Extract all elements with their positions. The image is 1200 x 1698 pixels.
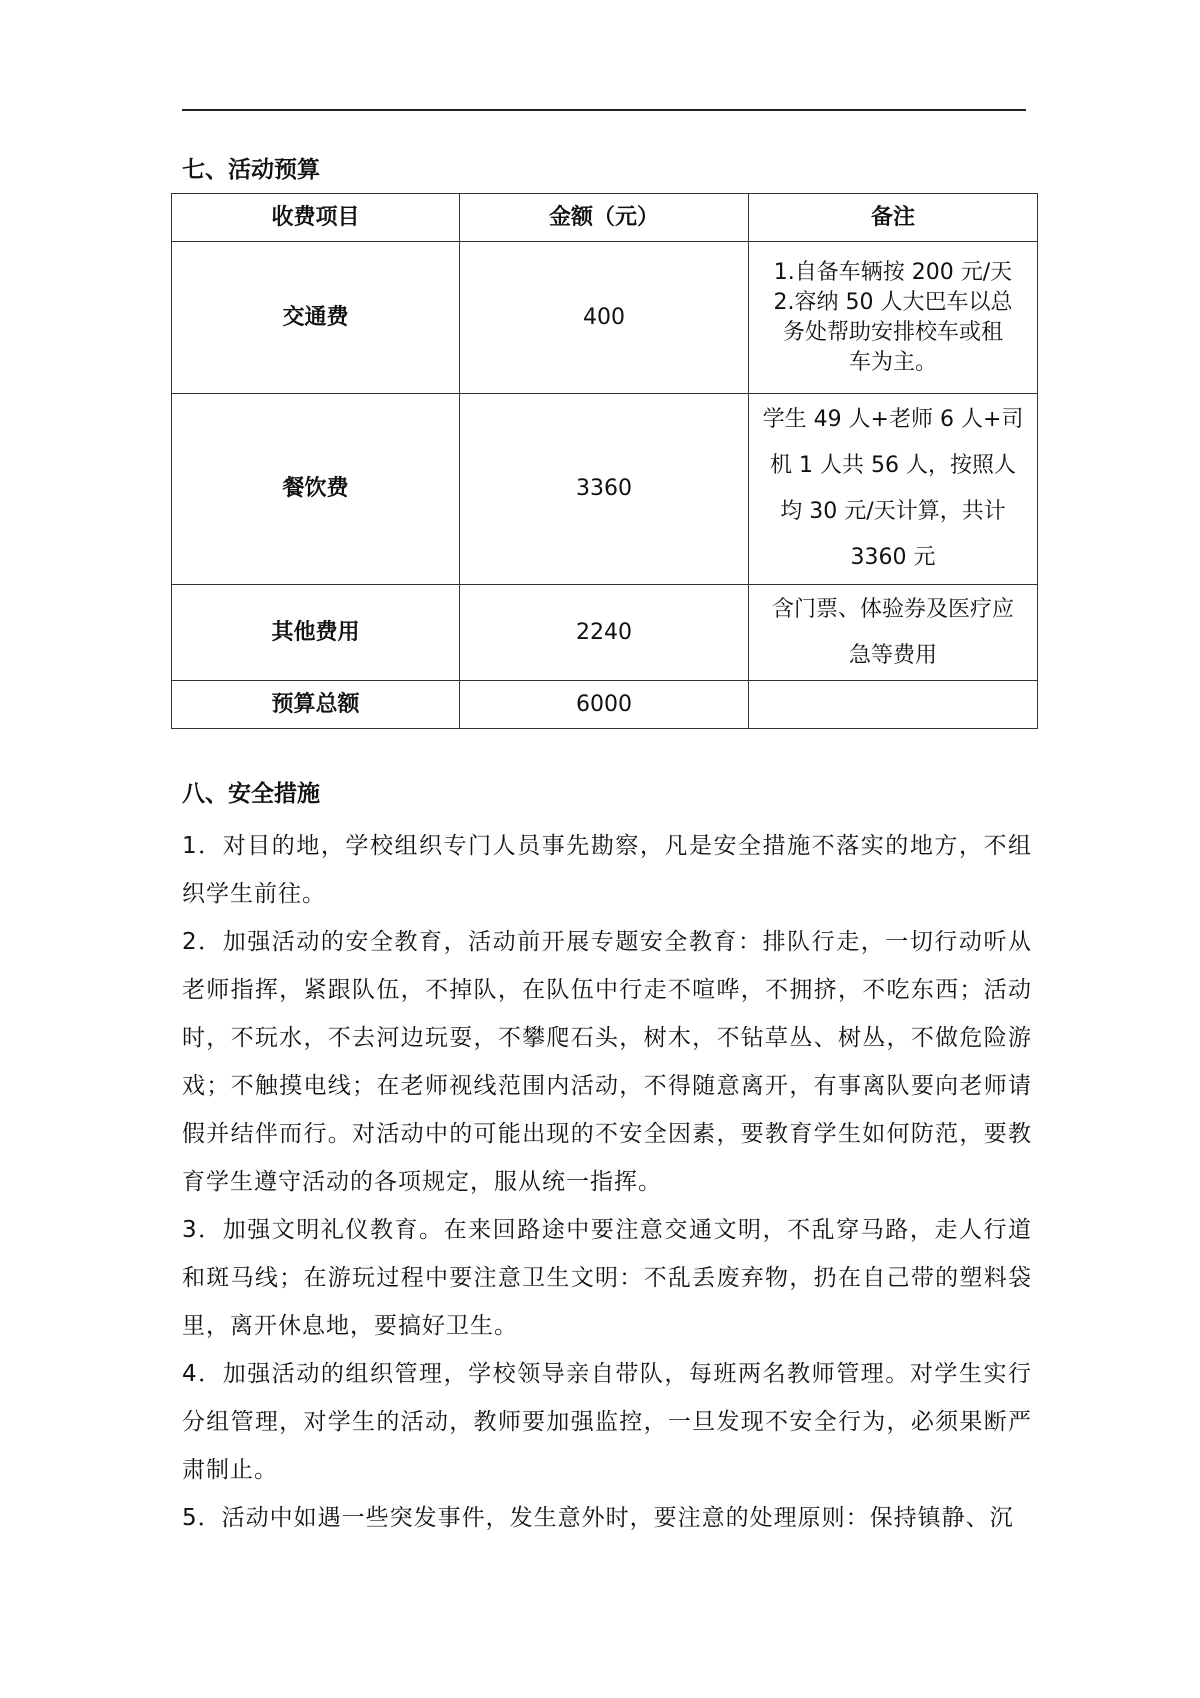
budget-section-heading: 七、活动预算 xyxy=(182,157,320,183)
safety-section-heading: 八、安全措施 xyxy=(182,781,320,807)
header-rule xyxy=(182,109,1026,111)
cell-note xyxy=(749,394,1038,585)
cell-item: 餐饮费 xyxy=(172,394,460,585)
cell-note xyxy=(749,585,1038,681)
note-line: 3360 元 xyxy=(850,545,936,570)
note-line: 2.容纳 50 人大巴车以总 xyxy=(773,289,1013,315)
column-header-note: 备注 xyxy=(749,194,1038,242)
table-row xyxy=(172,242,1038,394)
note-line: 务处帮助安排校车或租 xyxy=(782,319,1003,345)
cell-item: 交通费 xyxy=(172,242,460,394)
note-line: 含门票、体验券及医疗应 xyxy=(771,596,1014,622)
safety-measure-item: 4．加强活动的组织管理，学校领导亲自带队，每班两名教师管理。对学生实行分组管理，对学生的活动，教师要加强监控，一旦发现不安全行为，必须果断严肃制止。 xyxy=(182,1361,1032,1483)
note-line: 均 30 元/天计算，共计 xyxy=(780,499,1006,524)
cell-amount: 3360 xyxy=(460,394,749,585)
cell-amount: 2240 xyxy=(460,585,749,681)
cell-item: 其他费用 xyxy=(172,585,460,681)
safety-measures-list xyxy=(182,822,1032,1542)
table-row xyxy=(172,585,1038,681)
note-line: 机 1 人共 56 人，按照人 xyxy=(770,453,1016,478)
safety-measure-item: 3．加强文明礼仪教育。在来回路途中要注意交通文明，不乱穿马路，走人行道和斑马线；在游玩过程中要注意卫生文明：不乱丢废弃物，扔在自己带的塑料袋里，离开休息地，要搞好卫生。 xyxy=(182,1217,1032,1339)
table-row xyxy=(172,394,1038,585)
cell-note xyxy=(749,242,1038,394)
note-line: 车为主。 xyxy=(848,349,937,375)
note-line: 1.自备车辆按 200 元/天 xyxy=(773,259,1013,285)
safety-measure-item: 2．加强活动的安全教育，活动前开展专题安全教育：排队行走，一切行动听从老师指挥，紧跟队伍，不掉队，在队伍中行走不喧哗，不拥挤，不吃东西；活动时，不玩水，不去河边玩耍，不攀爬石头，树木，不钻草丛、树丛，不做危险游戏；不触摸电线；在老师视线范围内活动，不得随意离开，有事离队要向老师请假并结伴而行。对活动中的可能出现的不安全因素，要教育学生如何防范，要教育学生遵守活动的各项规定，服从统一指挥。 xyxy=(182,929,1032,1195)
budget-table xyxy=(171,193,1038,729)
cell-note xyxy=(749,681,1038,729)
note-line: 学生 49 人+老师 6 人+司 xyxy=(762,407,1024,432)
cell-amount: 6000 xyxy=(460,681,749,729)
note-line: 急等费用 xyxy=(848,642,937,668)
cell-amount: 400 xyxy=(460,242,749,394)
safety-measure-item: 1．对目的地，学校组织专门人员事先勘察，凡是安全措施不落实的地方，不组织学生前往。 xyxy=(182,833,1032,907)
cell-item: 预算总额 xyxy=(172,681,460,729)
column-header-amount: 金额（元） xyxy=(460,194,749,242)
table-row-total xyxy=(172,681,1038,729)
budget-table-header-row xyxy=(172,194,1038,242)
safety-measure-item: 5．活动中如遇一些突发事件，发生意外时，要注意的处理原则：保持镇静、沉 xyxy=(182,1505,1014,1531)
column-header-item: 收费项目 xyxy=(172,194,460,242)
